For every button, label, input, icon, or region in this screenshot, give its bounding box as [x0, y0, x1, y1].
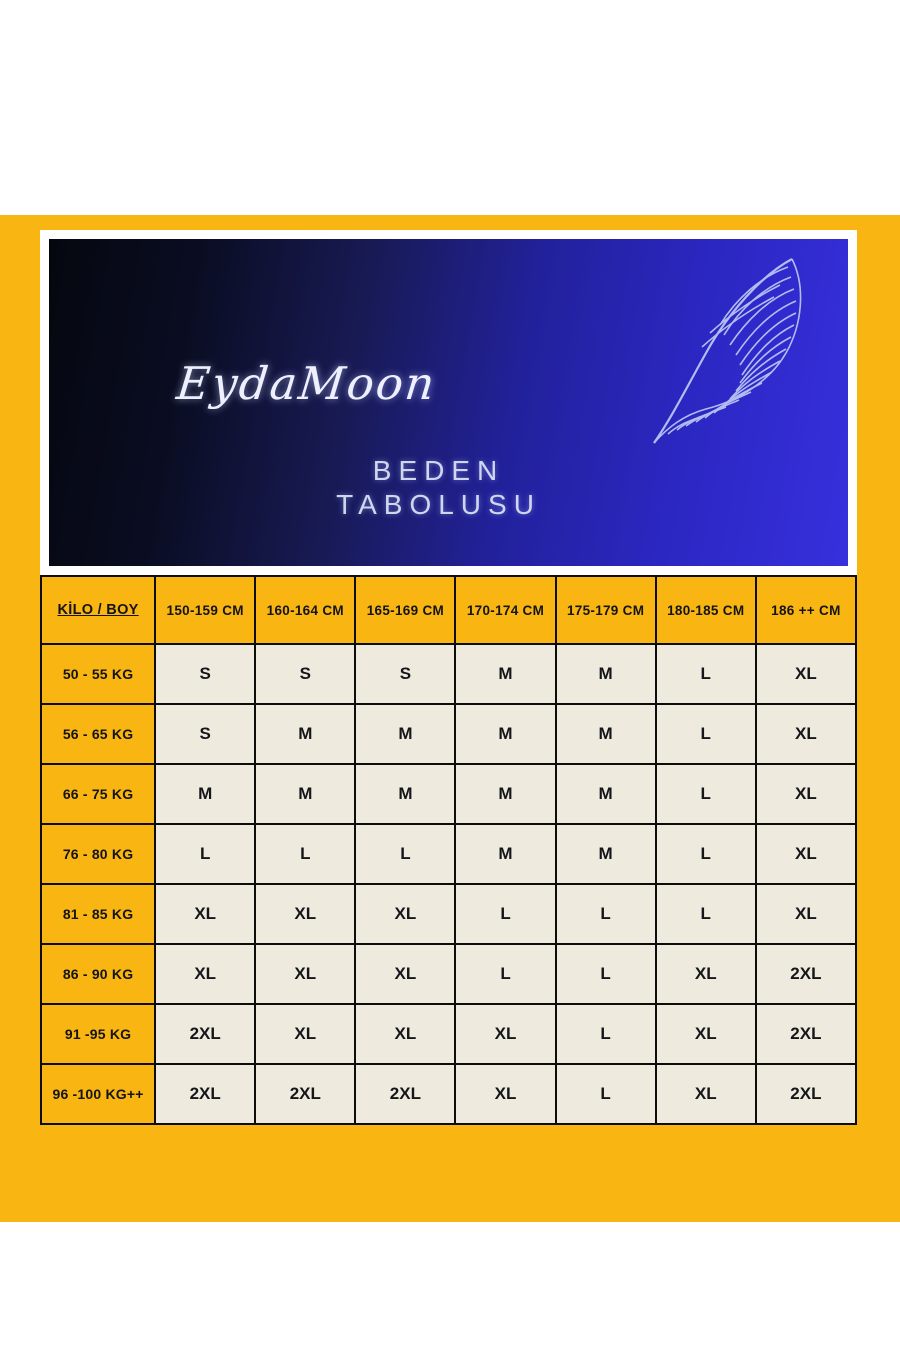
feather-icon	[610, 241, 820, 471]
size-cell: L	[255, 824, 355, 884]
size-cell: M	[455, 644, 555, 704]
size-cell: XL	[255, 884, 355, 944]
column-header: 150-159 CM	[155, 576, 255, 644]
size-cell: XL	[756, 884, 856, 944]
size-cell: 2XL	[756, 1004, 856, 1064]
size-cell: L	[656, 644, 756, 704]
column-header: 170-174 CM	[455, 576, 555, 644]
size-cell: L	[556, 884, 656, 944]
size-cell: XL	[155, 884, 255, 944]
size-cell: M	[455, 704, 555, 764]
size-cell: M	[355, 764, 455, 824]
size-cell: L	[556, 1004, 656, 1064]
size-cell: M	[155, 764, 255, 824]
size-cell: 2XL	[155, 1064, 255, 1124]
size-cell: S	[355, 644, 455, 704]
content-area	[40, 230, 857, 1125]
size-cell: XL	[656, 1004, 756, 1064]
column-header: 175-179 CM	[556, 576, 656, 644]
size-cell: XL	[355, 884, 455, 944]
size-cell: XL	[455, 1064, 555, 1124]
size-cell: XL	[656, 944, 756, 1004]
size-cell: XL	[656, 1064, 756, 1124]
table-row	[41, 1064, 856, 1124]
size-cell: L	[355, 824, 455, 884]
size-cell: L	[556, 944, 656, 1004]
size-table-head	[41, 576, 856, 644]
table-row	[41, 1004, 856, 1064]
banner-subtitle-line1: BEDEN	[372, 455, 505, 486]
size-cell: M	[556, 644, 656, 704]
size-cell: M	[255, 704, 355, 764]
size-cell: S	[155, 704, 255, 764]
size-cell: 2XL	[756, 944, 856, 1004]
row-header: 66 - 75 KG	[41, 764, 155, 824]
size-cell: XL	[756, 704, 856, 764]
size-cell: XL	[255, 1004, 355, 1064]
size-cell: L	[455, 944, 555, 1004]
size-cell: M	[455, 824, 555, 884]
size-cell: M	[556, 704, 656, 764]
size-cell: M	[355, 704, 455, 764]
table-row	[41, 884, 856, 944]
size-cell: 2XL	[355, 1064, 455, 1124]
size-cell: M	[255, 764, 355, 824]
table-row	[41, 704, 856, 764]
size-cell: M	[455, 764, 555, 824]
size-cell: XL	[355, 1004, 455, 1064]
row-header: 50 - 55 KG	[41, 644, 155, 704]
size-cell: S	[255, 644, 355, 704]
column-header: 165-169 CM	[355, 576, 455, 644]
column-header: 186 ++ CM	[756, 576, 856, 644]
size-cell: L	[656, 704, 756, 764]
banner-subtitle-line2: TABOLUSU	[336, 489, 541, 520]
table-header-row	[41, 576, 856, 644]
column-header: 160-164 CM	[255, 576, 355, 644]
size-cell: L	[155, 824, 255, 884]
size-cell: XL	[155, 944, 255, 1004]
row-header: 56 - 65 KG	[41, 704, 155, 764]
brand-banner-frame	[40, 230, 857, 575]
size-cell: L	[556, 1064, 656, 1124]
row-header: 76 - 80 KG	[41, 824, 155, 884]
size-cell: 2XL	[155, 1004, 255, 1064]
row-header: 86 - 90 KG	[41, 944, 155, 1004]
size-cell: XL	[756, 764, 856, 824]
size-cell: L	[656, 884, 756, 944]
table-row	[41, 764, 856, 824]
size-cell: 2XL	[756, 1064, 856, 1124]
size-table-body	[41, 644, 856, 1124]
size-cell: 2XL	[255, 1064, 355, 1124]
size-cell: M	[556, 824, 656, 884]
size-cell: S	[155, 644, 255, 704]
table-row	[41, 644, 856, 704]
size-table	[40, 575, 857, 1125]
size-cell: XL	[455, 1004, 555, 1064]
table-corner-header: KİLO / BOY	[41, 576, 155, 644]
column-header: 180-185 CM	[656, 576, 756, 644]
size-cell: XL	[756, 644, 856, 704]
size-cell: XL	[255, 944, 355, 1004]
size-cell: L	[455, 884, 555, 944]
row-header: 81 - 85 KG	[41, 884, 155, 944]
table-row	[41, 944, 856, 1004]
row-header: 96 -100 KG++	[41, 1064, 155, 1124]
brand-banner	[49, 239, 848, 566]
size-cell: L	[656, 824, 756, 884]
brand-name: EydaMoon	[174, 357, 439, 410]
table-row	[41, 824, 856, 884]
size-cell: L	[656, 764, 756, 824]
size-cell: XL	[756, 824, 856, 884]
size-cell: XL	[355, 944, 455, 1004]
row-header: 91 -95 KG	[41, 1004, 155, 1064]
size-cell: M	[556, 764, 656, 824]
